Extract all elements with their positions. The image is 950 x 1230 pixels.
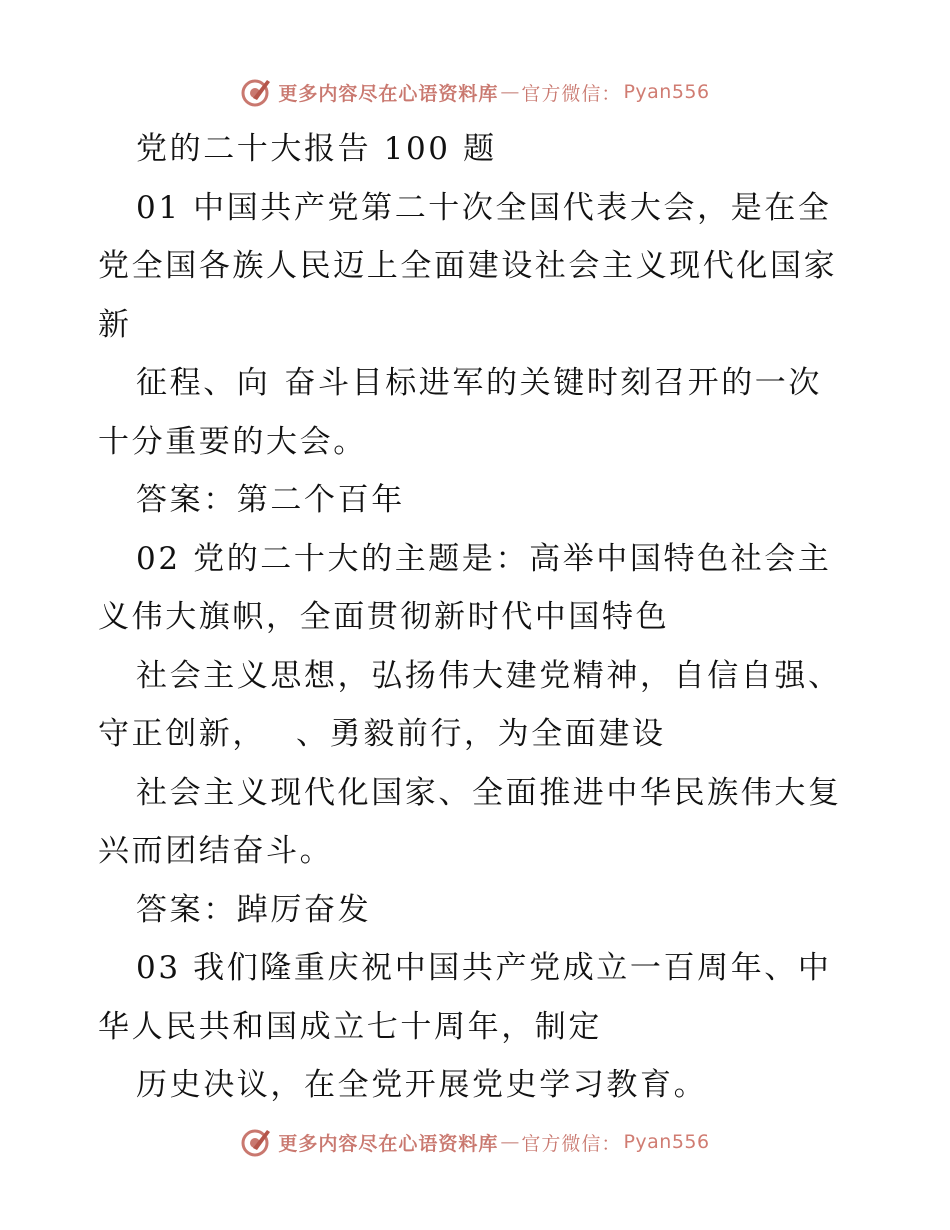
question-02-line-1: 02 党的二十大的主题是：高举中国特色社会主 bbox=[136, 540, 832, 577]
question-03-line-2: 华人民共和国成立七十周年，制定 bbox=[98, 1008, 602, 1045]
question-02-line-4-post: 、勇毅前行，为全面建设 bbox=[296, 716, 666, 752]
question-01-line-1: 01 中国共产党第二十次全国代表大会，是在全 bbox=[136, 189, 832, 226]
watermark-official-label: 官方微信： bbox=[521, 82, 622, 105]
question-01-line-4-pre: 征程、向 bbox=[136, 365, 271, 401]
watermark-wechat-id: Pyan556 bbox=[623, 1131, 710, 1153]
watermark-dash: — bbox=[500, 1131, 520, 1153]
question-02-line-4-pre: 守正创新， bbox=[98, 716, 266, 752]
answer-02: 答案：踔厉奋发 bbox=[136, 891, 372, 928]
watermark-text: 更多内容尽在心语资料库 bbox=[278, 1132, 499, 1155]
question-02-line-4 bbox=[98, 705, 858, 764]
watermark-dash: — bbox=[500, 81, 520, 103]
question-03-line-1: 03 我们隆重庆祝中国共产党成立一百周年、中 bbox=[136, 950, 832, 986]
question-02-line-3: 社会主义思想，弘扬伟大建党精神，自信自强、 bbox=[136, 657, 842, 694]
watermark-banner-bottom bbox=[0, 1122, 950, 1162]
document-body bbox=[98, 120, 858, 1115]
question-02-line-2: 义伟大旗帜，全面贯彻新时代中国特色 bbox=[98, 599, 670, 635]
quill-logo-icon bbox=[240, 76, 272, 108]
question-01-line-2: 党全国各族人民迈上全面建设社会主义现代化国家 bbox=[98, 248, 838, 284]
watermark-wechat-id: Pyan556 bbox=[623, 81, 710, 103]
question-02-line-6: 兴而团结奋斗。 bbox=[98, 833, 334, 869]
answer-01: 答案：第二个百年 bbox=[136, 482, 405, 518]
watermark-text: 更多内容尽在心语资料库 bbox=[278, 82, 499, 105]
watermark-official-label: 官方微信： bbox=[521, 1132, 622, 1155]
watermark-banner-top bbox=[0, 72, 950, 112]
doc-title: 党的二十大报告 100 题 bbox=[136, 131, 497, 167]
question-03-line-3: 历史决议，在全党开展党史学习教育。 bbox=[136, 1067, 708, 1103]
question-01-line-4 bbox=[98, 354, 858, 413]
question-02-line-5: 社会主义现代化国家、全面推进中华民族伟大复 bbox=[136, 774, 842, 811]
question-01-line-4-post: 奋斗目标进军的关键时刻召开的一次 bbox=[284, 365, 823, 401]
quill-logo-icon bbox=[240, 1126, 272, 1158]
question-01-line-5: 十分重要的大会。 bbox=[98, 423, 367, 460]
question-01-line-3: 新 bbox=[98, 306, 132, 343]
